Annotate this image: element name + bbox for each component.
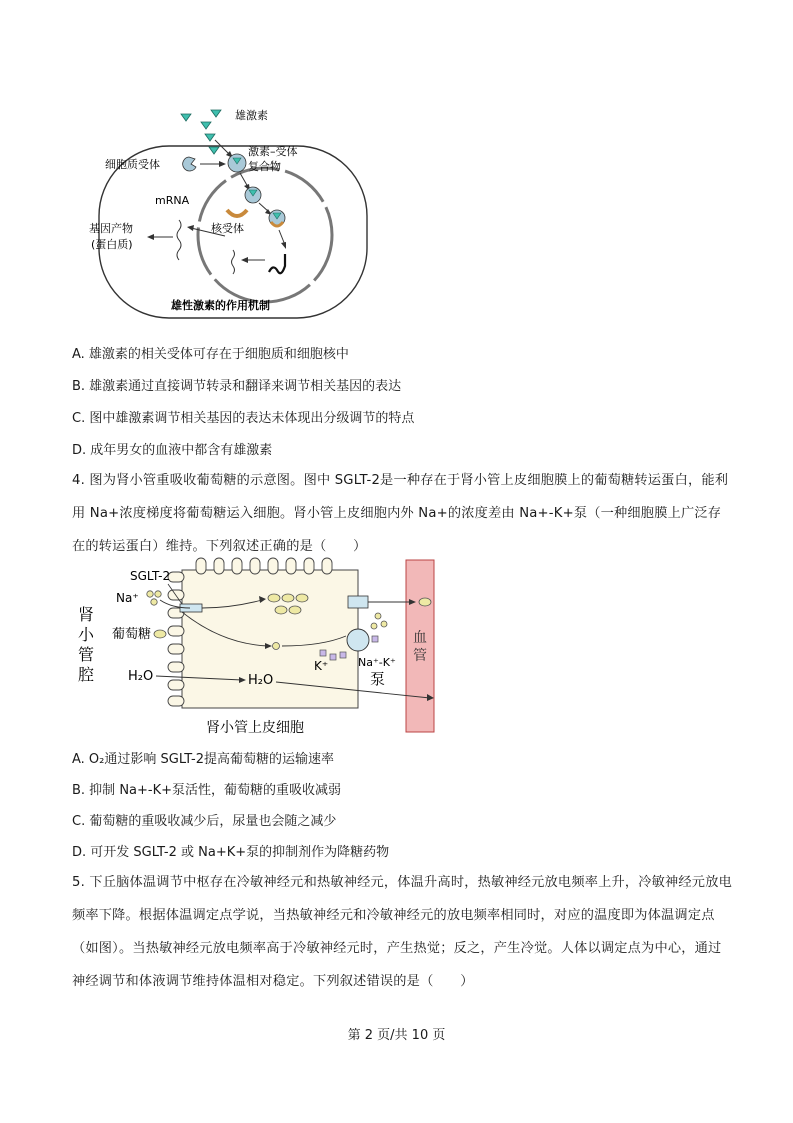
mrna-label: mRNA [155, 194, 190, 207]
q4-stem: 4. 图为肾小管重吸收葡萄糖的示意图。图中 SGLT-2是一种存在于肾小管上皮细胞膜上的葡萄糖转运蛋白，能利用 Na+浓度梯度将葡萄糖运入细胞。肾小管上皮细胞内外 Na+的浓度差由 Na+-K+泵（一种细胞膜上广泛存在的转运蛋白）维持。下列叙述正确的是（ ） [72, 473, 729, 554]
androgen-mechanism-figure [85, 100, 375, 325]
k-label: K⁺ [314, 659, 329, 673]
vessel-label-1: 血 [413, 630, 427, 646]
glucose-icon [154, 630, 166, 638]
h2o-in-label: H₂O [248, 673, 274, 688]
q3-option-c: C. 图中雄激素调节相关基因的表达未体现出分级调节的特点 [72, 411, 415, 426]
figure2-caption: 肾小管上皮细胞 [206, 720, 304, 736]
complex-label-1: 激素–受体 [248, 145, 298, 158]
q3-option-b: B. 雄激素通过直接调节转录和翻译来调节相关基因的表达 [72, 379, 402, 394]
cyto-receptor-label: 细胞质受体 [105, 158, 160, 171]
hormone-label: 雄激素 [235, 109, 268, 122]
complex-label-2: 复合物 [248, 160, 281, 173]
q3-option-a: A. 雄激素的相关受体可存在于细胞质和细胞核中 [72, 347, 349, 362]
dna-icon [269, 254, 285, 273]
cyto-receptor-icon [183, 157, 196, 171]
nuclear-receptor-icon [227, 210, 247, 216]
blood-vessel [406, 560, 434, 732]
na-label: Na⁺ [116, 591, 139, 605]
nucleus-outer [198, 168, 332, 302]
q3-option-d: D. 成年男女的血液中都含有雄激素 [72, 443, 273, 458]
sglt2-label: SGLT-2 [130, 569, 171, 583]
androgen-molecule-icon [181, 110, 221, 154]
na-k-pump-icon [347, 629, 369, 651]
q5-stem: 5. 下丘脑体温调节中枢存在冷敏神经元和热敏神经元，体温升高时，热敏神经元放电频率上升，冷敏神经元放电频率下降。根据体温调定点学说，当热敏神经元和冷敏神经元的放电频率相同时，对应的温度即为体温调定点（如图）。当热敏神经元放电频率高于冷敏神经元时，产生热觉；反之，产生冷觉。人体以调定点为中心，通过神经调节和体液调节维持体温相对稳定。下列叙述错误的是（ ） [72, 875, 732, 989]
nuclear-receptor-label: 核受体 [211, 222, 244, 235]
q4-option-d: D. 可开发 SGLT-2 或 Na+K+泵的抑制剂作为降糖药物 [72, 845, 390, 860]
q4-option-c: C. 葡萄糖的重吸收减少后，尿量也会随之减少 [72, 814, 337, 829]
gene-product-label-1: 基因产物 [89, 222, 133, 235]
lumen-label-3: 管 [78, 645, 95, 664]
lumen-label-2: 小 [78, 625, 95, 644]
mrna-icon [177, 220, 181, 260]
basolateral-transporter-icon [348, 596, 368, 608]
lumen-label-4: 腔 [78, 665, 95, 684]
glucose-label: 葡萄糖 [112, 627, 152, 642]
page-footer: 第 2 页/共 10 页 [347, 1028, 446, 1043]
lumen-label-1: 肾 [78, 605, 95, 624]
q4-option-b: B. 抑制 Na+-K+泵活性，葡萄糖的重吸收减弱 [72, 783, 342, 798]
gene-product-label-2: (蛋白质) [91, 238, 133, 251]
vessel-label-2: 管 [413, 648, 427, 664]
figure1-caption: 雄性激素的作用机制 [171, 299, 270, 312]
na-ion-icon [147, 591, 161, 605]
glucose-reabsorption-figure [72, 556, 438, 738]
h2o-out-label: H₂O [128, 669, 154, 684]
pump-label-1: Na⁺-K⁺ [358, 656, 396, 669]
q4-option-a: A. O₂通过影响 SGLT-2提高葡萄糖的运输速率 [72, 752, 334, 767]
pump-label-2: 泵 [370, 670, 386, 688]
